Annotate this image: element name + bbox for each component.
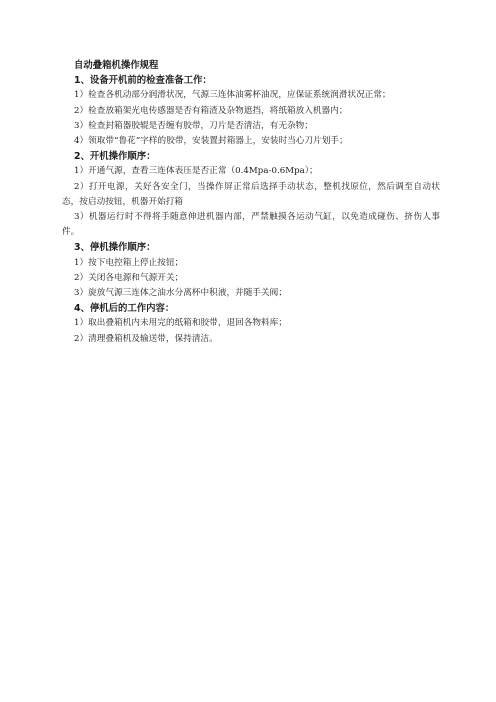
list-item: 1）检查各机动部分润滑状况，气源三连体油雾杯油况，应保证系统润滑状况正常； xyxy=(74,90,391,101)
list-item: 2）清理叠箱机及输送带，保持清洁。 xyxy=(74,333,218,344)
section-heading: 3、停机操作顺序： xyxy=(74,242,156,254)
list-item: 2）关闭各电源和气源开关； xyxy=(74,272,184,283)
section-heading: 1、设备开机前的检查准备工作： xyxy=(74,75,212,87)
list-item: 3）旋放气源三连体之油水分离杯中积液，并随手关阀； xyxy=(74,288,287,299)
list-item: 3）机器运行时不得将手随意伸进机器内部，严禁触摸各运动气缸，以免造成碰伤、挤伤人事件。 xyxy=(62,212,440,238)
section-heading: 4、停机后的工作内容： xyxy=(74,303,175,315)
section-heading: 2、开机操作顺序： xyxy=(74,151,156,163)
section-4 xyxy=(62,301,440,347)
list-item: 2）打开电源，关好各安全门，当操作屏正常后选择手动状态，整机找原位，然后调至自动状态，按启动按钮，机器开始打箱 xyxy=(62,181,440,207)
list-item: 4）领取带“鲁花”字样的胶带，安装置封箱器上，安装时当心刀片划手； xyxy=(74,136,348,147)
document-body xyxy=(62,58,440,347)
list-item: 2）检查放箱架光电传感器是否有箱渣及杂物遮挡，将纸箱放入机器内； xyxy=(74,105,348,116)
section-2 xyxy=(62,149,440,240)
section-3 xyxy=(62,240,440,301)
list-item: 1）开通气源，查看三连体表压是否正常（0.4Mpa-0.6Mpa）； xyxy=(74,166,318,177)
list-item: 3）检查封箱器胶辊是否缠有胶带，刀片是否清洁，有无杂物； xyxy=(74,120,313,131)
document-title: 自动叠箱机操作规程 xyxy=(74,60,159,71)
section-1 xyxy=(62,73,440,149)
list-item: 1）取出叠箱机内未用完的纸箱和胶带，退回各物料库； xyxy=(74,318,287,329)
list-item: 1）按下电控箱上停止按钮； xyxy=(74,257,184,268)
